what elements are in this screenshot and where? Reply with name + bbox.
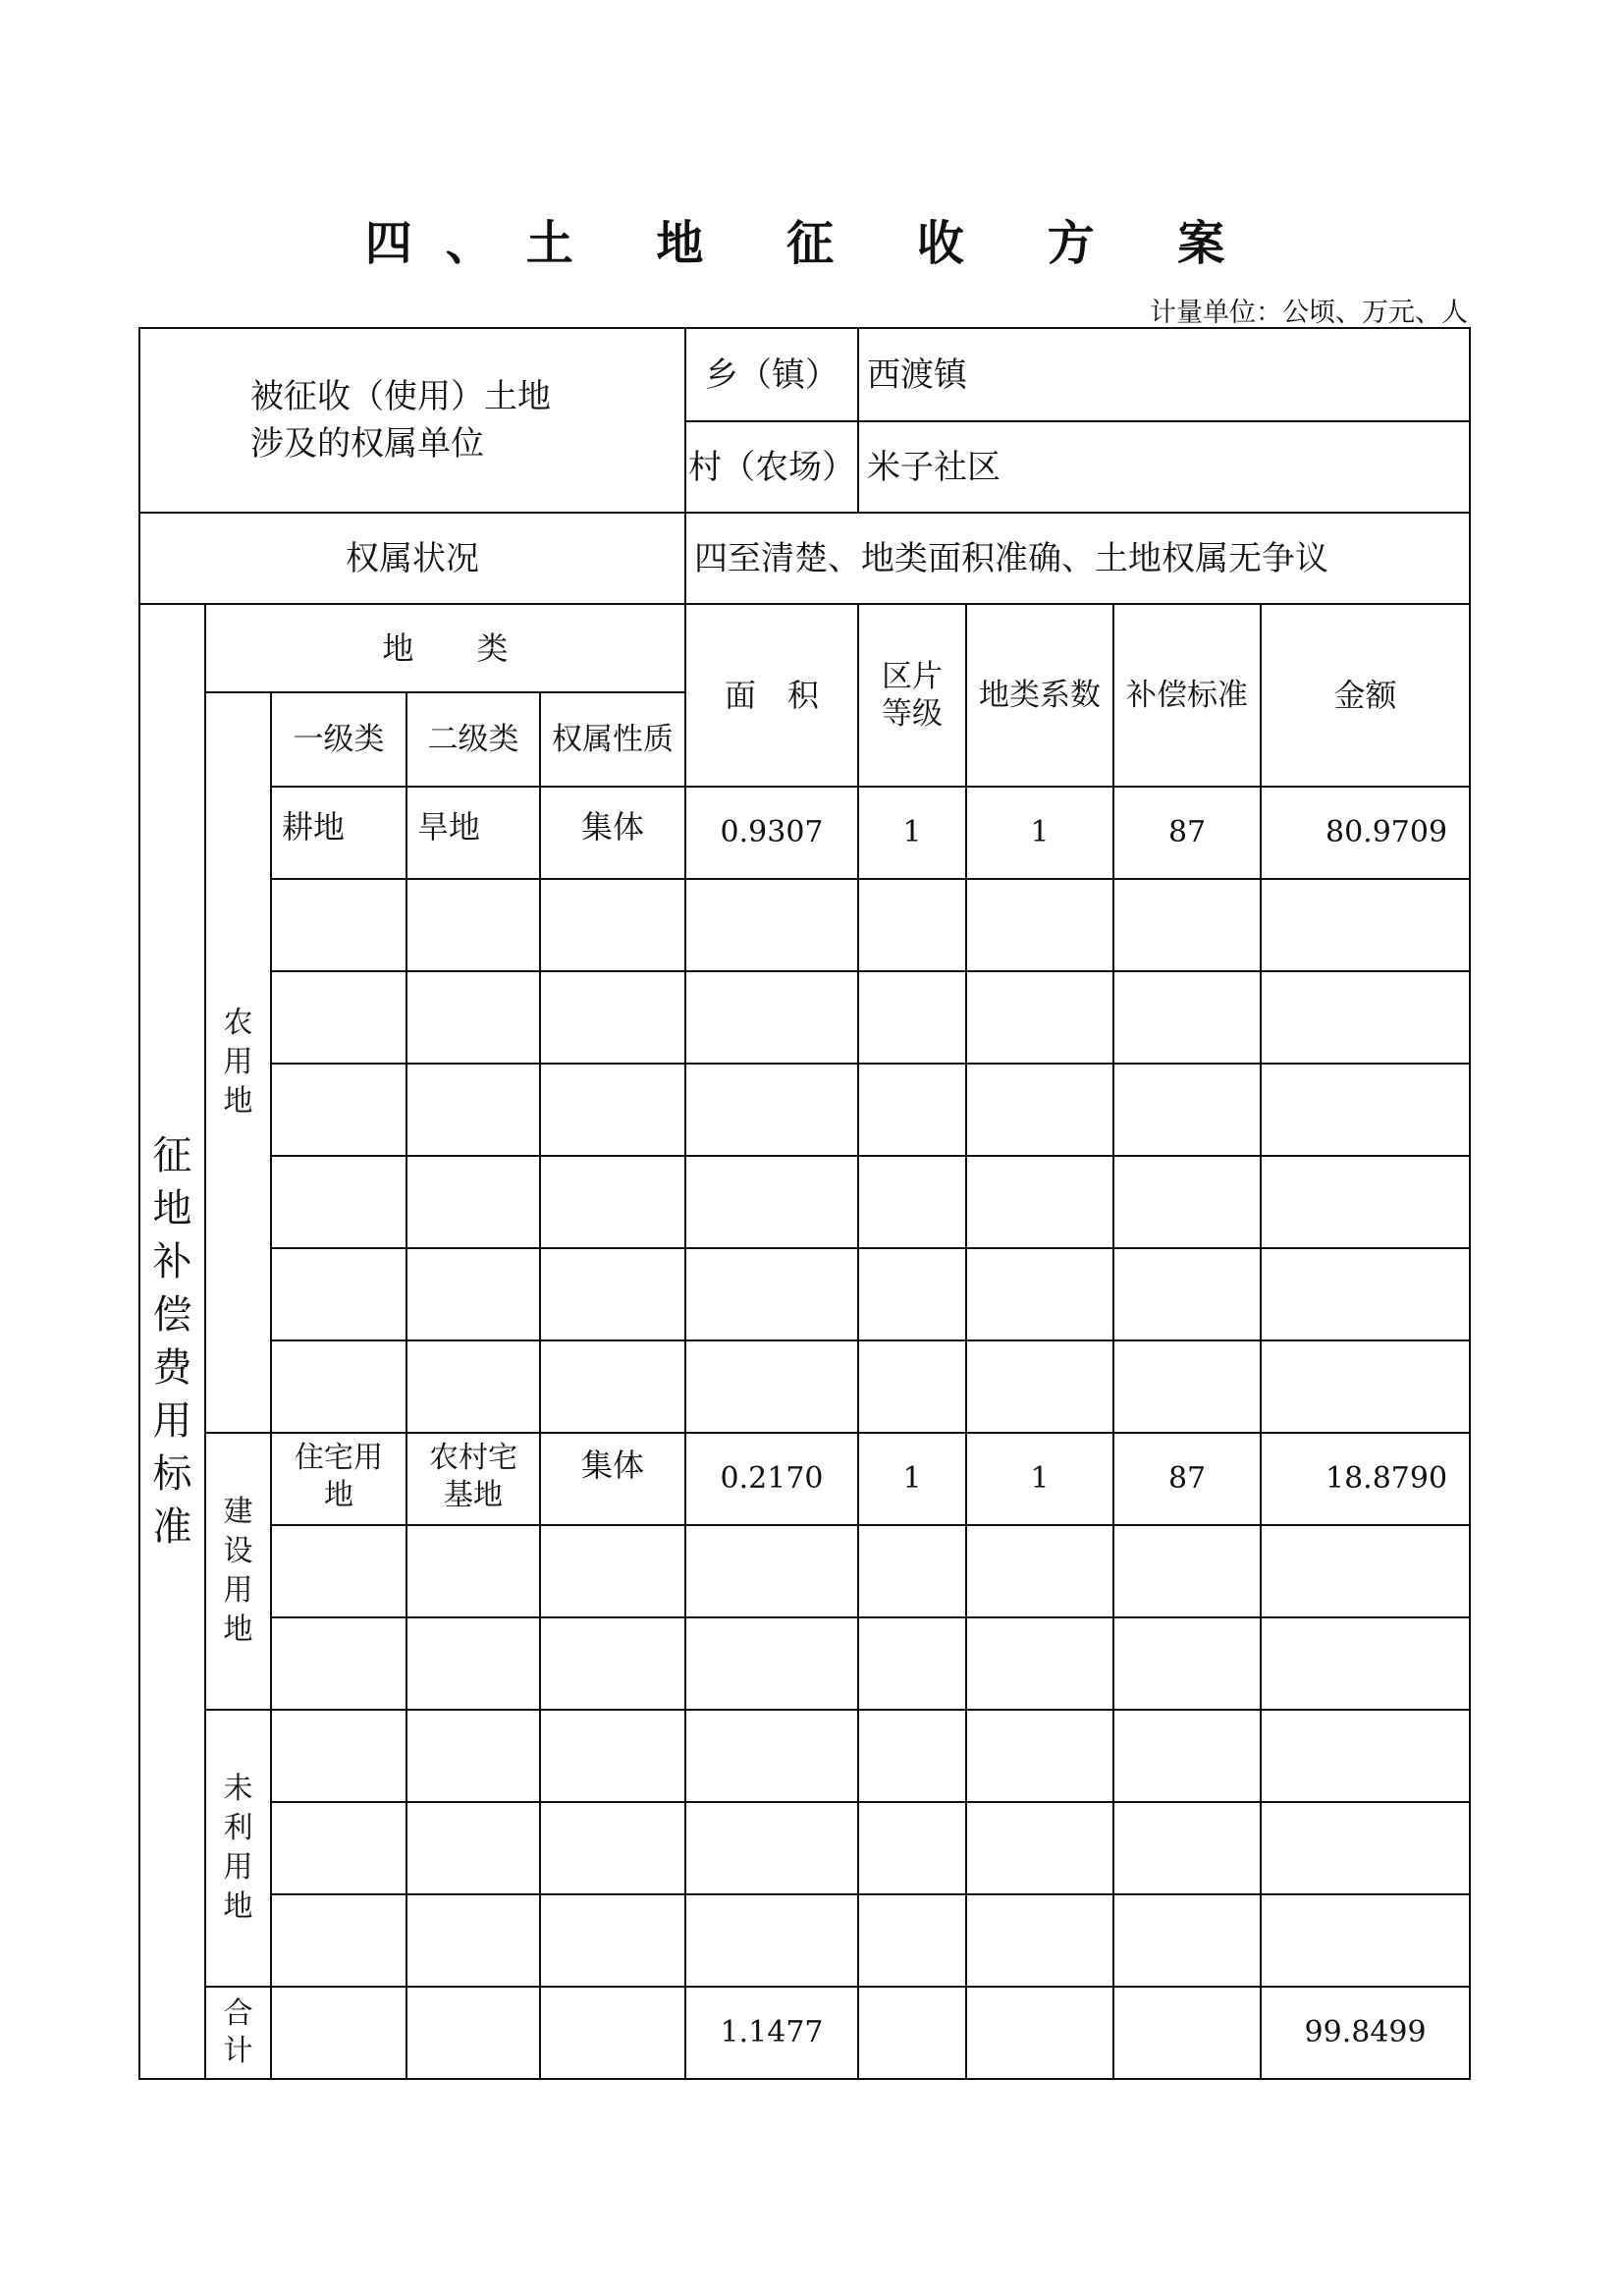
row-grade: 1	[858, 1433, 966, 1525]
town-label: 乡（镇）	[685, 328, 858, 421]
row-amount: 18.8790	[1261, 1433, 1470, 1525]
section-label: 征地补偿费用标准	[152, 1133, 192, 1550]
row-level2: 农村宅基地	[429, 1441, 517, 1512]
total-label-cell	[205, 1987, 271, 2079]
row-level1-cell	[271, 1433, 406, 1525]
agri-label: 农用地	[223, 1006, 253, 1119]
town-value: 西渡镇	[858, 328, 1470, 421]
header-amount: 金额	[1261, 604, 1470, 787]
table-row	[139, 1802, 1470, 1894]
table-row	[139, 1894, 1470, 1987]
row-standard: 87	[1113, 787, 1261, 879]
table-row	[139, 879, 1470, 971]
header-level1: 一级类	[271, 692, 406, 787]
build-label-cell	[205, 1433, 271, 1710]
header-grade-cell	[858, 604, 966, 787]
row-area: 0.9307	[685, 787, 858, 879]
row-amount: 80.9709	[1261, 787, 1470, 879]
village-label: 村（农场）	[685, 421, 858, 513]
unused-label: 未利用地	[223, 1772, 253, 1924]
total-row	[139, 1987, 1470, 2079]
land-acquisition-table	[138, 327, 1471, 2080]
ownership-label-cell	[139, 328, 685, 513]
table-row	[139, 1433, 1470, 1525]
header-coef: 地类系数	[966, 604, 1113, 787]
table-row	[139, 971, 1470, 1064]
row-nature: 集体	[540, 787, 685, 879]
village-value: 米子社区	[858, 421, 1470, 513]
row-area: 0.2170	[685, 1433, 858, 1525]
row-grade: 1	[858, 787, 966, 879]
header-nature: 权属性质	[540, 692, 685, 787]
total-area: 1.1477	[685, 1987, 858, 2079]
table-row	[139, 787, 1470, 879]
table-row	[139, 1710, 1470, 1802]
status-label: 权属状况	[139, 513, 685, 604]
total-label: 合计	[223, 1996, 253, 2068]
page-title: 四、土 地 征 收 方 案	[364, 216, 1259, 271]
header-standard: 补偿标准	[1113, 604, 1261, 787]
build-label: 建设用地	[223, 1495, 253, 1647]
row-level1: 住宅用地	[295, 1441, 383, 1512]
table-row	[139, 1525, 1470, 1617]
row-standard: 87	[1113, 1433, 1261, 1525]
unit-label: 计量单位：公顷、万元、人	[1150, 298, 1468, 328]
ownership-row-town	[139, 328, 1470, 421]
agri-label-cell	[205, 692, 271, 1433]
header-grade: 区片等级	[882, 659, 944, 732]
ownership-label: 被征收（使用）土地涉及的权属单位	[250, 377, 552, 464]
unused-label-cell	[205, 1710, 271, 1987]
row-coef: 1	[966, 1433, 1113, 1525]
row-nature: 集体	[540, 1433, 685, 1525]
header-land-type: 地 类	[205, 604, 685, 692]
status-value: 四至清楚、地类面积准确、土地权属无争议	[685, 513, 1470, 604]
section-label-cell	[139, 604, 205, 2079]
header-level2: 二级类	[406, 692, 540, 787]
row-level1: 耕地	[271, 787, 406, 879]
table-row	[139, 1340, 1470, 1433]
table-row	[139, 1248, 1470, 1340]
header-area: 面 积	[685, 604, 858, 787]
row-coef: 1	[966, 787, 1113, 879]
header-row-1	[139, 604, 1470, 692]
status-row	[139, 513, 1470, 604]
table-row	[139, 1156, 1470, 1248]
row-level2-cell	[406, 1433, 540, 1525]
row-level2: 旱地	[406, 787, 540, 879]
total-amount: 99.8499	[1261, 1987, 1470, 2079]
table-row	[139, 1064, 1470, 1156]
table-row	[139, 1617, 1470, 1710]
